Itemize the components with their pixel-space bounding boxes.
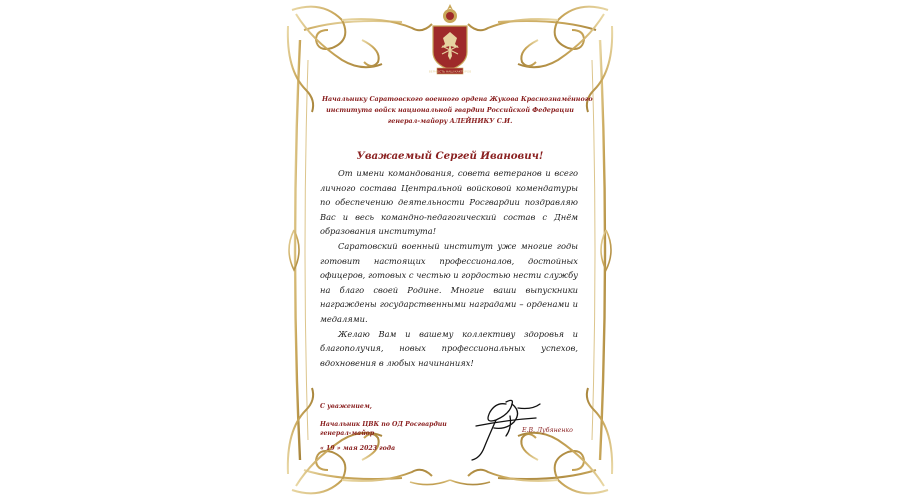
sender-position-line: генерал-майор — [320, 430, 375, 437]
body-paragraph: Желаю Вам и вашему коллективу здоровья и благополучия, новых профессиональных успехов, вдохновения в любых начинаниях! — [320, 328, 578, 368]
emblem-motto: ВЕРНОСТЬ НАШ КАКТОРОВ — [429, 69, 471, 74]
addressee-block — [322, 94, 593, 127]
addressee-line: института войск национальной гвардии Российской Федерации — [326, 106, 574, 114]
letter-body — [320, 166, 578, 370]
body-paragraph: От имени командования, совета ветеранов и всего личного состава Центральной войсковой комендатуры по обеспечению деятельности Росгвардии поздравляю Вас и весь командно-педагогический состав с Днём образования института! — [320, 168, 578, 237]
letter-date: « 19 » мая 2023 года — [320, 445, 396, 452]
sender-position-line: Начальник ЦВК по ОД Росгвардии — [320, 421, 447, 428]
sender-position — [320, 420, 447, 438]
addressee-line: Начальнику Саратовского военного ордена Жукова Краснознамённого — [322, 95, 593, 103]
greeting-heading: Уважаемый Сергей Иванович! — [356, 150, 544, 162]
closing-text: С уважением, — [320, 403, 372, 410]
sender-name: Е.В. Лубяненко — [522, 427, 573, 434]
letter-page — [282, 0, 618, 500]
body-paragraph: Саратовский военный институт уже многие годы готовит настоящих профессионалов, достойных офицеров, готовых с честью и гордостью нести службу на благо своей Родине. Многие ваши выпускники награждены государственными наградами – орденами и медалями. — [320, 240, 578, 324]
addressee-line: генерал-майору АЛЕЙНИКУ С.И. — [387, 117, 513, 125]
rosgvardia-emblem — [429, 4, 471, 76]
